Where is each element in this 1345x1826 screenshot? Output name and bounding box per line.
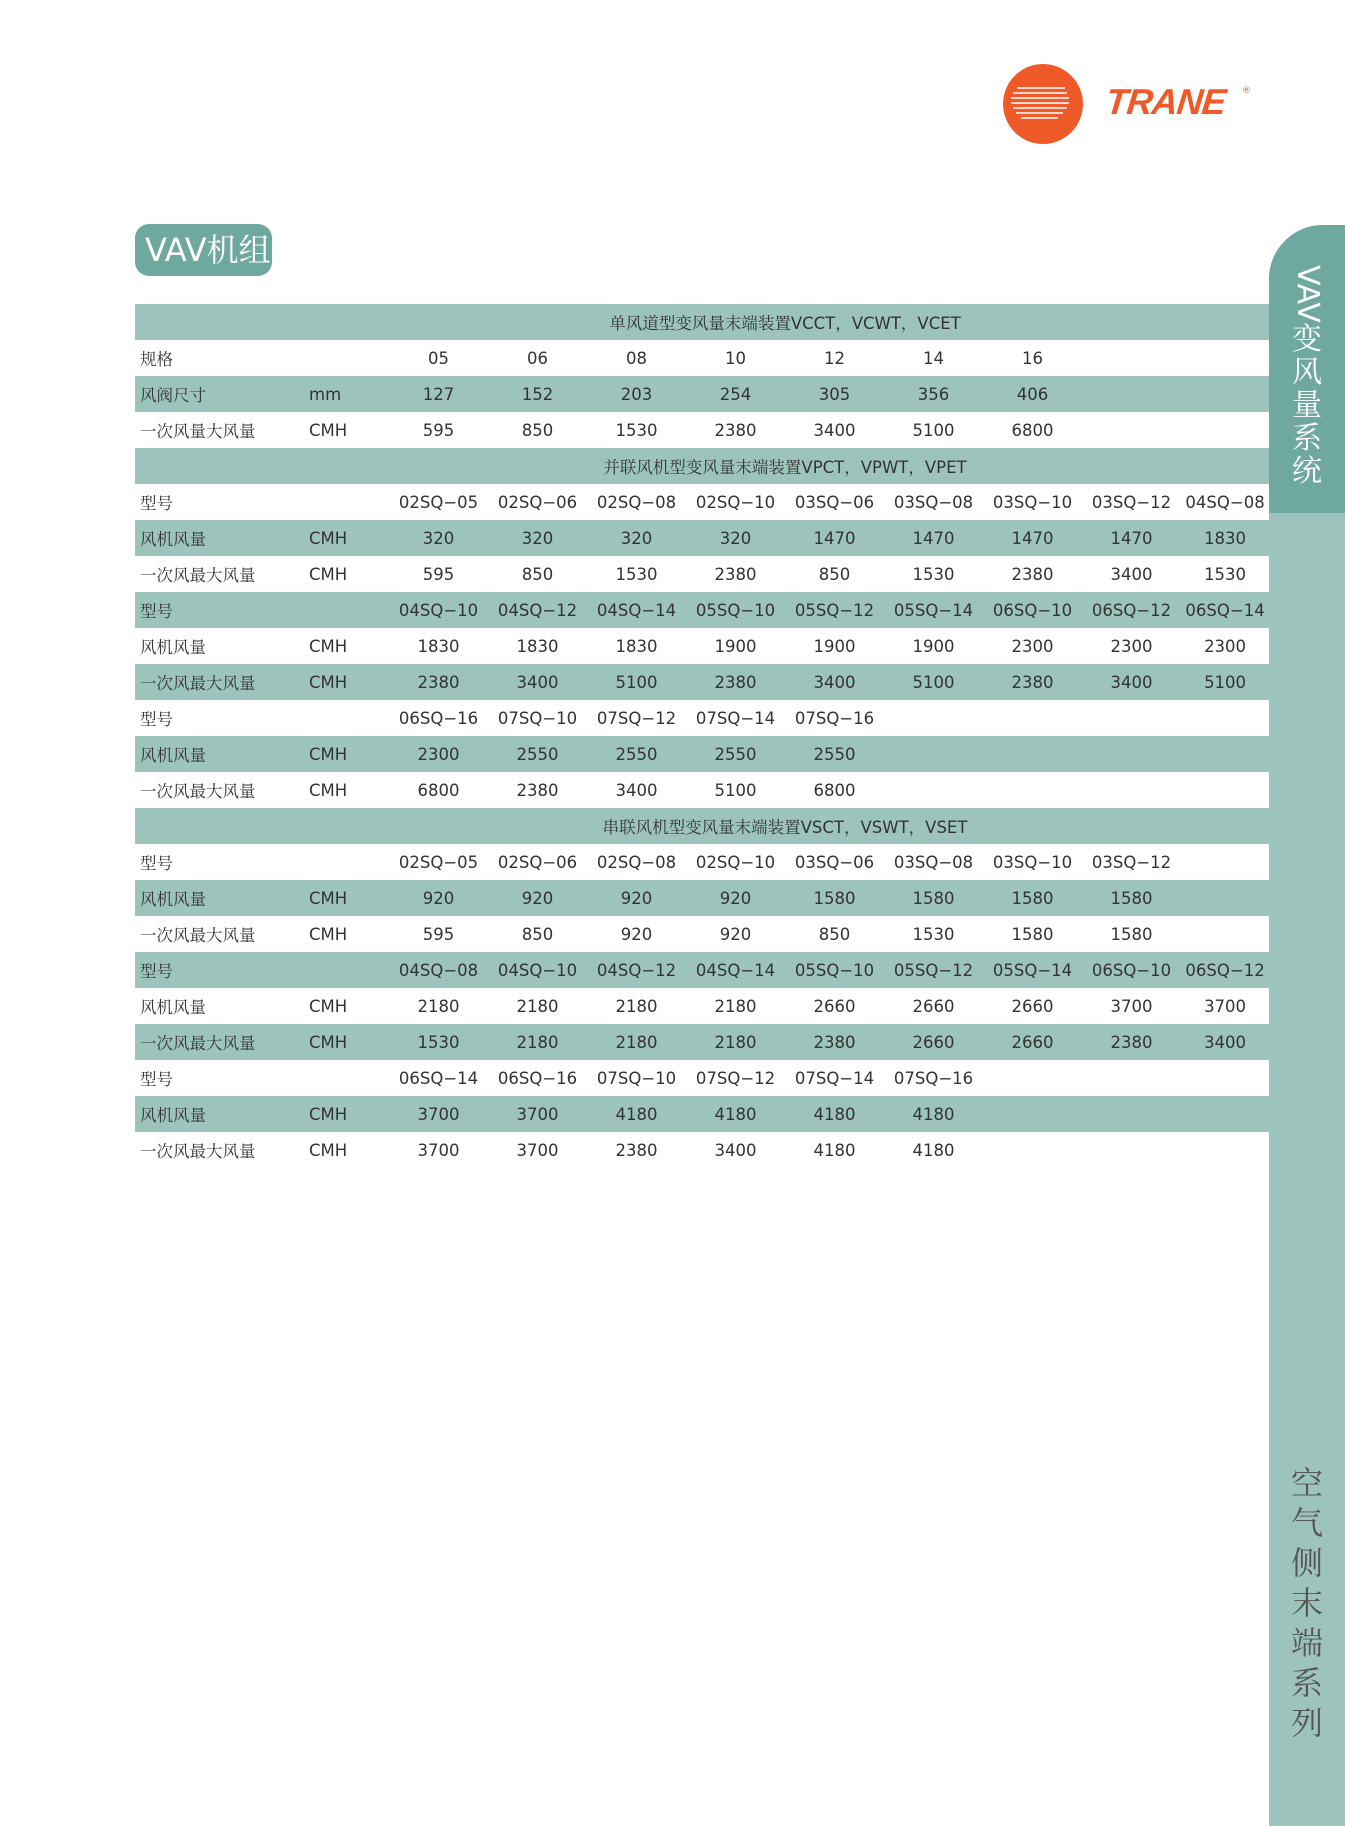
table-cell: 05SQ−10 xyxy=(686,592,785,628)
table-cell: 2380 xyxy=(785,1024,884,1060)
table-cell xyxy=(1082,1132,1181,1168)
trane-logo-icon xyxy=(1003,64,1083,144)
table-cell xyxy=(1181,880,1269,916)
table-cell: 406 xyxy=(983,376,1082,412)
table-cell: 1900 xyxy=(714,636,757,656)
section-header-spacer xyxy=(1181,448,1269,484)
table-row xyxy=(135,700,1269,736)
table-cell: 10 xyxy=(725,348,746,368)
table-cell: 3400 xyxy=(1181,1024,1269,1060)
table-cell: 2180 xyxy=(516,996,559,1016)
section-header-spacer xyxy=(135,808,389,844)
row-unit xyxy=(309,484,389,520)
table-cell xyxy=(884,700,983,736)
table-cell: 3400 xyxy=(615,780,658,800)
table-cell: 06SQ−10 xyxy=(983,592,1082,628)
row-label: 型号 xyxy=(140,1070,173,1089)
table-row xyxy=(135,664,1269,700)
table-cell: 1580 xyxy=(1082,880,1181,916)
row-unit: CMH xyxy=(309,780,348,800)
table-cell: 2660 xyxy=(912,996,955,1016)
table-cell: 1530 xyxy=(912,564,955,584)
table-cell: 595 xyxy=(422,420,455,440)
row-unit: CMH xyxy=(309,736,389,772)
table-cell xyxy=(1082,700,1181,736)
table-cell: 6800 xyxy=(1011,420,1054,440)
table-cell: 06 xyxy=(527,348,548,368)
row-unit: CMH xyxy=(309,520,389,556)
table-cell: 05SQ−10 xyxy=(785,952,884,988)
table-cell: 1830 xyxy=(1181,520,1269,556)
vav-spec-table xyxy=(135,304,1269,1168)
table-row xyxy=(135,340,1269,376)
table-cell: 1580 xyxy=(1110,924,1153,944)
table-cell: 5100 xyxy=(587,664,686,700)
spec-table-body xyxy=(135,304,1269,1168)
table-cell: 06SQ−16 xyxy=(398,708,479,728)
table-cell: 2300 xyxy=(389,736,488,772)
table-row xyxy=(135,376,1269,412)
side-tab-title-char: 变 xyxy=(1292,321,1322,357)
table-cell: 1530 xyxy=(615,564,658,584)
table-row xyxy=(135,412,1269,448)
table-cell xyxy=(1181,1060,1269,1096)
table-cell: 06SQ−12 xyxy=(1082,592,1181,628)
table-cell: 2180 xyxy=(417,996,460,1016)
table-cell: 4180 xyxy=(785,1096,884,1132)
row-label: 型号 xyxy=(140,710,173,729)
table-cell: 2660 xyxy=(813,996,856,1016)
table-section-header xyxy=(135,304,1269,340)
table-cell: 2660 xyxy=(1011,996,1054,1016)
table-cell xyxy=(1082,340,1181,376)
table-cell: 2300 xyxy=(1204,636,1247,656)
table-cell: 595 xyxy=(422,564,455,584)
table-row xyxy=(135,484,1269,520)
side-tab-subtitle-char: 空 xyxy=(1290,1464,1323,1502)
table-row xyxy=(135,1060,1269,1096)
table-cell xyxy=(1181,700,1269,736)
table-cell: 2380 xyxy=(615,1140,658,1160)
table-cell: 14 xyxy=(923,348,944,368)
table-cell xyxy=(1082,736,1181,772)
table-cell xyxy=(1082,1096,1181,1132)
table-cell: 920 xyxy=(587,880,686,916)
table-cell: 1580 xyxy=(785,880,884,916)
side-tab-title-char: 统 xyxy=(1292,453,1322,489)
table-cell xyxy=(1181,1096,1269,1132)
table-section-header xyxy=(135,448,1269,484)
table-cell: 16 xyxy=(1022,348,1043,368)
table-cell: 2180 xyxy=(587,1024,686,1060)
table-cell: 2550 xyxy=(587,736,686,772)
table-cell: 320 xyxy=(488,520,587,556)
table-cell: 07SQ−10 xyxy=(497,708,578,728)
table-cell: 06SQ−14 xyxy=(398,1068,479,1088)
table-cell xyxy=(1181,772,1269,808)
row-label: 风机风量 xyxy=(135,1096,309,1132)
table-row xyxy=(135,1024,1269,1060)
row-label: 风机风量 xyxy=(140,638,206,657)
table-cell: 1470 xyxy=(1082,520,1181,556)
table-cell: 1830 xyxy=(615,636,658,656)
row-label: 风机风量 xyxy=(135,880,309,916)
table-row xyxy=(135,880,1269,916)
table-cell: 3400 xyxy=(714,1140,757,1160)
table-cell xyxy=(1181,844,1269,880)
table-cell: 2380 xyxy=(389,664,488,700)
side-tab-title-char: 风 xyxy=(1292,354,1322,390)
table-cell: 320 xyxy=(686,520,785,556)
row-unit xyxy=(309,844,389,880)
row-unit: CMH xyxy=(309,1024,389,1060)
side-tab-subtitle-char: 气 xyxy=(1290,1504,1323,1542)
table-cell: 1470 xyxy=(983,520,1082,556)
table-cell: 06SQ−12 xyxy=(1181,952,1269,988)
table-cell: 07SQ−14 xyxy=(794,1068,875,1088)
row-label: 一次风最大风量 xyxy=(140,1142,256,1161)
table-cell: 850 xyxy=(818,924,851,944)
table-cell: 1470 xyxy=(785,520,884,556)
row-unit: mm xyxy=(309,376,389,412)
table-cell: 04SQ−08 xyxy=(1185,492,1265,512)
table-cell: 850 xyxy=(521,564,554,584)
section-header-spacer xyxy=(135,448,389,484)
side-tab-title-top xyxy=(1269,265,1345,488)
side-tab-title-char: 量 xyxy=(1292,387,1322,423)
row-label: 一次风最大风量 xyxy=(140,566,256,585)
table-cell xyxy=(983,700,1082,736)
table-cell: 03SQ−12 xyxy=(1091,852,1172,872)
table-cell xyxy=(983,1132,1082,1168)
table-cell: 2550 xyxy=(488,736,587,772)
table-cell: 2380 xyxy=(983,664,1082,700)
table-cell: 07SQ−16 xyxy=(893,1068,974,1088)
table-cell: 07SQ−12 xyxy=(695,1068,776,1088)
table-cell: 203 xyxy=(587,376,686,412)
table-cell: 07SQ−14 xyxy=(695,708,776,728)
table-cell: 2380 xyxy=(686,664,785,700)
table-cell: 2300 xyxy=(1011,636,1054,656)
table-cell: 04SQ−10 xyxy=(389,592,488,628)
table-cell xyxy=(983,736,1082,772)
table-cell xyxy=(884,736,983,772)
table-cell: 02SQ−08 xyxy=(596,492,677,512)
table-cell: 1580 xyxy=(1011,924,1054,944)
row-unit xyxy=(309,592,389,628)
table-cell: 05SQ−14 xyxy=(884,592,983,628)
table-section-header xyxy=(135,808,1269,844)
table-cell xyxy=(1082,412,1181,448)
table-row xyxy=(135,916,1269,952)
table-row xyxy=(135,988,1269,1024)
table-cell xyxy=(983,1060,1082,1096)
table-cell: 06SQ−16 xyxy=(497,1068,578,1088)
brand-name: TRANE xyxy=(1103,81,1228,122)
row-label: 型号 xyxy=(140,494,173,513)
table-cell: 595 xyxy=(422,924,455,944)
table-cell: 04SQ−12 xyxy=(587,952,686,988)
table-cell xyxy=(1082,772,1181,808)
table-cell: 920 xyxy=(620,924,653,944)
table-cell: 1900 xyxy=(813,636,856,656)
table-cell: 305 xyxy=(785,376,884,412)
row-label: 一次风最大风量 xyxy=(135,664,309,700)
table-row xyxy=(135,556,1269,592)
table-cell: 6800 xyxy=(813,780,856,800)
table-cell: 127 xyxy=(389,376,488,412)
table-cell: 07SQ−16 xyxy=(794,708,875,728)
table-cell xyxy=(1181,376,1269,412)
table-row xyxy=(135,520,1269,556)
table-cell: 152 xyxy=(488,376,587,412)
table-cell: 06SQ−14 xyxy=(1181,592,1269,628)
table-cell: 05SQ−14 xyxy=(983,952,1082,988)
row-label: 规格 xyxy=(140,350,173,369)
table-cell: 1530 xyxy=(615,420,658,440)
trane-logo xyxy=(1003,64,1303,144)
table-cell: 2180 xyxy=(686,1024,785,1060)
table-cell: 254 xyxy=(686,376,785,412)
table-cell: 2380 xyxy=(714,420,757,440)
table-cell: 03SQ−08 xyxy=(893,492,974,512)
table-cell: 07SQ−12 xyxy=(596,708,677,728)
table-cell: 02SQ−06 xyxy=(497,492,578,512)
table-cell: 2380 xyxy=(1082,1024,1181,1060)
table-cell: 02SQ−10 xyxy=(695,492,776,512)
table-cell: 03SQ−08 xyxy=(893,852,974,872)
table-cell: 02SQ−10 xyxy=(695,852,776,872)
table-cell: 4180 xyxy=(686,1096,785,1132)
table-cell: 1900 xyxy=(912,636,955,656)
table-row xyxy=(135,736,1269,772)
table-cell: 5100 xyxy=(1181,664,1269,700)
table-cell xyxy=(983,772,1082,808)
table-cell: 03SQ−12 xyxy=(1091,492,1172,512)
table-cell xyxy=(1082,1060,1181,1096)
side-tab-subtitle-char: 末 xyxy=(1290,1584,1323,1622)
table-cell: 2550 xyxy=(785,736,884,772)
table-cell: 2180 xyxy=(488,1024,587,1060)
table-cell: 02SQ−05 xyxy=(398,492,479,512)
table-row xyxy=(135,1096,1269,1132)
side-tab-title-latin: VAV xyxy=(1290,265,1325,323)
table-cell: 4180 xyxy=(587,1096,686,1132)
row-label: 风机风量 xyxy=(135,736,309,772)
section-header-title: 单风道型变风量末端装置VCCT，VCWT，VCET xyxy=(389,304,1181,340)
row-unit: CMH xyxy=(309,564,348,584)
table-cell: 03SQ−10 xyxy=(992,852,1073,872)
table-cell: 3400 xyxy=(1110,564,1153,584)
table-cell: 2380 xyxy=(1011,564,1054,584)
table-cell: 03SQ−06 xyxy=(794,492,875,512)
table-cell: 3700 xyxy=(417,1140,460,1160)
table-cell: 920 xyxy=(488,880,587,916)
table-cell: 12 xyxy=(824,348,845,368)
table-cell: 05SQ−12 xyxy=(884,952,983,988)
table-cell: 920 xyxy=(389,880,488,916)
table-cell: 4180 xyxy=(912,1140,955,1160)
section-header-title: 并联风机型变风量末端装置VPCT，VPWT，VPET xyxy=(389,448,1181,484)
side-tab-title-char: 系 xyxy=(1292,420,1322,456)
table-cell: 2380 xyxy=(516,780,559,800)
table-cell: 04SQ−14 xyxy=(686,952,785,988)
table-cell: 04SQ−10 xyxy=(488,952,587,988)
table-cell: 1470 xyxy=(884,520,983,556)
table-cell: 5100 xyxy=(912,420,955,440)
row-label: 风机风量 xyxy=(140,998,206,1017)
table-cell: 920 xyxy=(719,924,752,944)
table-cell: 2380 xyxy=(714,564,757,584)
table-cell: 04SQ−12 xyxy=(488,592,587,628)
table-cell: 1580 xyxy=(983,880,1082,916)
section-header-spacer xyxy=(1181,304,1269,340)
row-unit xyxy=(309,700,389,736)
table-row xyxy=(135,1132,1269,1168)
table-cell: 1530 xyxy=(389,1024,488,1060)
table-cell xyxy=(884,772,983,808)
table-cell: 1580 xyxy=(884,880,983,916)
side-tab-subtitle-char: 系 xyxy=(1290,1664,1323,1702)
row-unit: CMH xyxy=(309,880,389,916)
table-cell: 05 xyxy=(428,348,449,368)
table-row xyxy=(135,952,1269,988)
table-cell: 3700 xyxy=(1204,996,1247,1016)
row-unit xyxy=(309,340,389,376)
table-cell: 4180 xyxy=(884,1096,983,1132)
section-header-spacer xyxy=(1181,808,1269,844)
table-cell: 2660 xyxy=(983,1024,1082,1060)
table-cell: 2180 xyxy=(615,996,658,1016)
side-tab-subtitle-char: 端 xyxy=(1290,1624,1323,1662)
table-row xyxy=(135,628,1269,664)
side-tab-title-bottom xyxy=(1269,1463,1345,1743)
table-cell xyxy=(983,1096,1082,1132)
row-label: 一次风最大风量 xyxy=(140,782,256,801)
row-label: 一次风最大风量 xyxy=(135,1024,309,1060)
row-unit: CMH xyxy=(309,996,348,1016)
table-cell: 1830 xyxy=(417,636,460,656)
section-header-spacer xyxy=(135,304,389,340)
table-cell: 1830 xyxy=(516,636,559,656)
row-label: 风机风量 xyxy=(135,520,309,556)
row-unit: CMH xyxy=(309,664,389,700)
table-cell: 320 xyxy=(389,520,488,556)
row-unit: CMH xyxy=(309,1140,348,1160)
table-cell: 2660 xyxy=(884,1024,983,1060)
table-cell: 05SQ−12 xyxy=(785,592,884,628)
table-cell xyxy=(1082,376,1181,412)
section-header-title: 串联风机型变风量末端装置VSCT，VSWT，VSET xyxy=(389,808,1181,844)
row-label: 一次风量大风量 xyxy=(140,422,256,441)
table-cell: 02SQ−08 xyxy=(596,852,677,872)
table-cell: 850 xyxy=(818,564,851,584)
table-cell: 04SQ−14 xyxy=(587,592,686,628)
table-cell: 3400 xyxy=(813,420,856,440)
row-unit: CMH xyxy=(309,924,348,944)
row-unit: CMH xyxy=(309,636,348,656)
row-unit xyxy=(309,1060,389,1096)
row-label: 风阀尺寸 xyxy=(135,376,309,412)
row-unit: CMH xyxy=(309,420,348,440)
row-label: 一次风最大风量 xyxy=(140,926,256,945)
table-cell xyxy=(1181,916,1269,952)
table-cell: 5100 xyxy=(884,664,983,700)
table-row xyxy=(135,844,1269,880)
table-cell: 2550 xyxy=(686,736,785,772)
table-cell: 03SQ−06 xyxy=(794,852,875,872)
table-cell: 2180 xyxy=(714,996,757,1016)
table-cell: 04SQ−08 xyxy=(389,952,488,988)
table-cell: 06SQ−10 xyxy=(1082,952,1181,988)
row-label: 型号 xyxy=(140,854,173,873)
side-tab-subtitle-char: 列 xyxy=(1290,1704,1323,1742)
table-cell: 3400 xyxy=(785,664,884,700)
table-row xyxy=(135,772,1269,808)
table-cell xyxy=(1181,736,1269,772)
table-cell: 356 xyxy=(884,376,983,412)
table-cell: 850 xyxy=(521,924,554,944)
table-row xyxy=(135,592,1269,628)
table-cell: 3700 xyxy=(389,1096,488,1132)
table-cell: 1530 xyxy=(912,924,955,944)
table-cell: 08 xyxy=(626,348,647,368)
table-cell: 920 xyxy=(686,880,785,916)
table-cell: 3700 xyxy=(516,1140,559,1160)
table-cell xyxy=(1181,412,1269,448)
table-cell: 3400 xyxy=(488,664,587,700)
table-cell: 1530 xyxy=(1204,564,1247,584)
section-title: VAV机组 xyxy=(135,224,272,276)
table-cell: 2300 xyxy=(1110,636,1153,656)
table-cell xyxy=(1181,340,1269,376)
table-cell: 320 xyxy=(587,520,686,556)
table-cell: 02SQ−05 xyxy=(398,852,479,872)
table-cell xyxy=(1181,1132,1269,1168)
row-label: 型号 xyxy=(135,952,309,988)
table-cell: 03SQ−10 xyxy=(992,492,1073,512)
row-label: 型号 xyxy=(135,592,309,628)
table-cell: 4180 xyxy=(813,1140,856,1160)
registered-mark: ® xyxy=(1242,86,1251,96)
table-cell: 3700 xyxy=(1110,996,1153,1016)
table-cell: 850 xyxy=(521,420,554,440)
table-cell: 5100 xyxy=(714,780,757,800)
table-cell: 6800 xyxy=(417,780,460,800)
table-cell: 07SQ−10 xyxy=(596,1068,677,1088)
table-cell: 3400 xyxy=(1082,664,1181,700)
side-tab-subtitle-char: 侧 xyxy=(1290,1544,1323,1582)
row-unit xyxy=(309,952,389,988)
table-cell: 3700 xyxy=(488,1096,587,1132)
table-cell: 02SQ−06 xyxy=(497,852,578,872)
row-unit: CMH xyxy=(309,1096,389,1132)
